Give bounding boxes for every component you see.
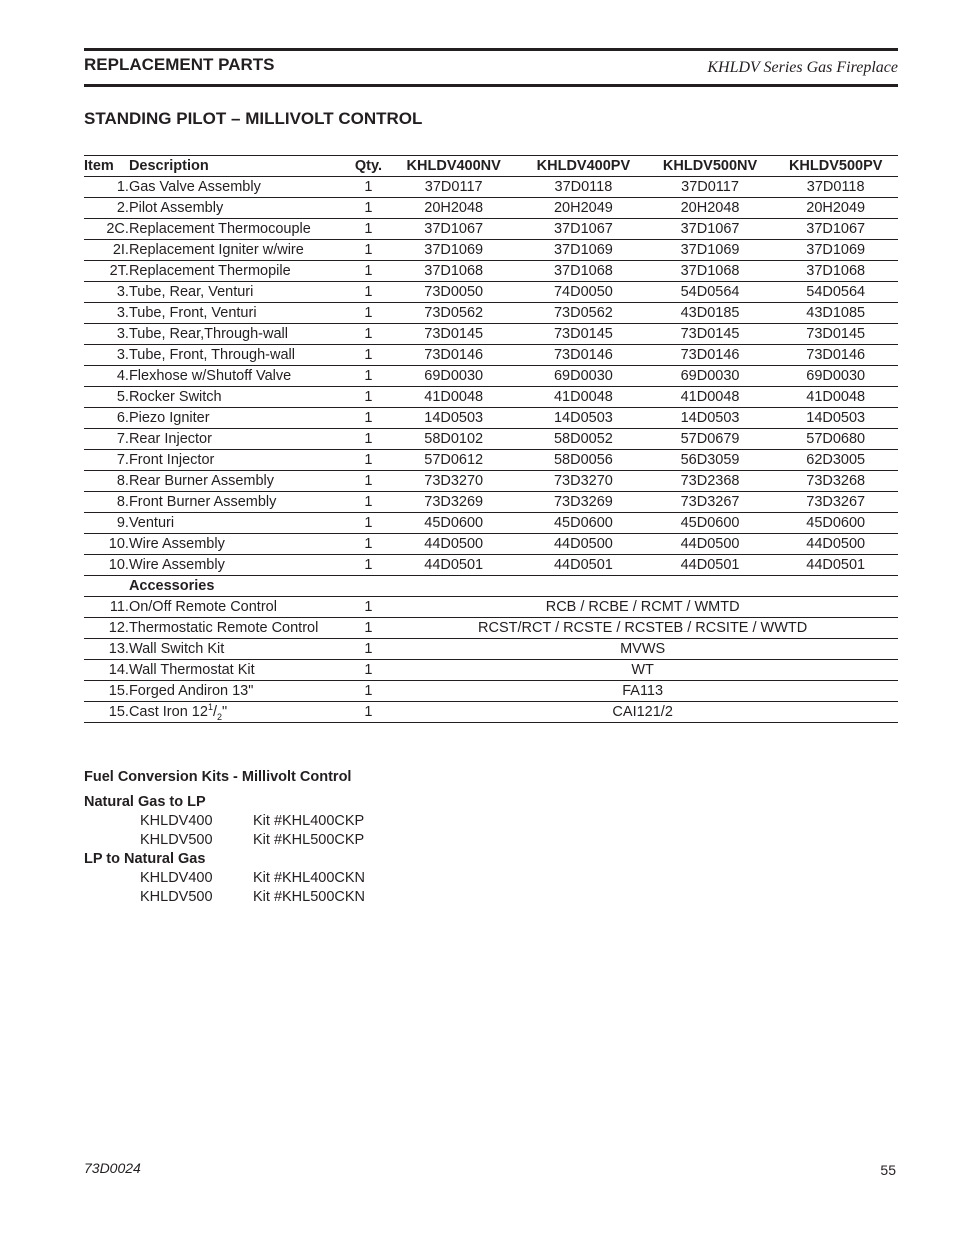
item-part-number: 58D0056: [520, 450, 647, 471]
item-number: 2T.: [84, 261, 129, 282]
item-part-number: 37D1068: [647, 261, 774, 282]
item-part-number: 73D0050: [387, 282, 520, 303]
item-number: 14.: [84, 660, 129, 681]
table-row: [84, 240, 898, 261]
item-part-number: 73D0145: [387, 324, 520, 345]
item-qty: 1: [350, 450, 388, 471]
item-description: Replacement Igniter w/wire: [129, 240, 350, 261]
table-row: [84, 219, 898, 240]
item-part-number: 73D3268: [773, 471, 898, 492]
item-number: 8.: [84, 492, 129, 513]
item-part-number: 73D0145: [647, 324, 774, 345]
item-part-number: 58D0052: [520, 429, 647, 450]
item-description: Cast Iron $12^1/_2$": [129, 702, 350, 723]
item-description: Rear Burner Assembly: [129, 471, 350, 492]
item-part-number: 73D0145: [773, 324, 898, 345]
item-number: 10.: [84, 555, 129, 576]
item-number: 8.: [84, 471, 129, 492]
item-part-number: 45D0600: [647, 513, 774, 534]
item-number: 3.: [84, 303, 129, 324]
item-number: 4.: [84, 366, 129, 387]
item-part-number: 43D0185: [647, 303, 774, 324]
item-part-number: CAI121/2: [387, 702, 898, 723]
item-description: Tube, Front, Through-wall: [129, 345, 350, 366]
item-qty: 1: [350, 219, 388, 240]
item-description: Flexhose w/Shutoff Valve: [129, 366, 350, 387]
item-part-number: 45D0600: [773, 513, 898, 534]
item-description: Gas Valve Assembly: [129, 177, 350, 198]
col-header-item: Item: [84, 156, 129, 177]
item-description: Front Injector: [129, 450, 350, 471]
item-description: Tube, Rear,Through-wall: [129, 324, 350, 345]
item-part-number: 73D3270: [520, 471, 647, 492]
item-number: 6.: [84, 408, 129, 429]
item-part-number: FA113: [387, 681, 898, 702]
table-row: [84, 303, 898, 324]
kit-model: KHLDV500: [140, 832, 213, 848]
table-header-row: [84, 156, 898, 177]
item-qty: 1: [350, 555, 388, 576]
item-part-number: 74D0050: [520, 282, 647, 303]
kit-number: Kit #KHL500CKP: [253, 832, 365, 848]
item-qty: 1: [350, 198, 388, 219]
item-part-number: MVWS: [387, 639, 898, 660]
section-label: REPLACEMENT PARTS: [84, 55, 275, 74]
item-qty: 1: [350, 366, 388, 387]
col-header-description: Description: [129, 156, 350, 177]
col-header-khldv500nv: KHLDV500NV: [647, 156, 774, 177]
item-qty: 1: [350, 282, 388, 303]
table-row: [84, 366, 898, 387]
item-description: On/Off Remote Control: [129, 597, 350, 618]
item-part-number: 14D0503: [387, 408, 520, 429]
item-qty: 1: [350, 345, 388, 366]
item-part-number: 37D1068: [520, 261, 647, 282]
item-qty: 1: [350, 177, 388, 198]
item-qty: 1: [350, 513, 388, 534]
item-number: 7.: [84, 450, 129, 471]
item-part-number: 44D0501: [520, 555, 647, 576]
item-description: Forged Andiron 13": [129, 681, 350, 702]
item-qty: 1: [350, 471, 388, 492]
item-part-number: 73D3267: [647, 492, 774, 513]
table-row: [84, 429, 898, 450]
kit-row: [84, 869, 365, 888]
item-description: Rear Injector: [129, 429, 350, 450]
item-part-number: 37D1068: [773, 261, 898, 282]
item-number: 12.: [84, 618, 129, 639]
item-part-number: 14D0503: [520, 408, 647, 429]
accessories-heading: Accessories: [129, 576, 898, 597]
item-part-number: 73D3269: [520, 492, 647, 513]
parts-table: [84, 155, 898, 723]
item-part-number: 43D1085: [773, 303, 898, 324]
page-header: [84, 52, 898, 84]
table-row: [84, 660, 898, 681]
item-description: Piezo Igniter: [129, 408, 350, 429]
item-number: 2C.: [84, 219, 129, 240]
table-row: [84, 198, 898, 219]
item-number: 13.: [84, 639, 129, 660]
item-description: Wire Assembly: [129, 555, 350, 576]
table-row: [84, 471, 898, 492]
item-part-number: 14D0503: [773, 408, 898, 429]
item-part-number: 69D0030: [520, 366, 647, 387]
item-part-number: 44D0500: [773, 534, 898, 555]
item-qty: 1: [350, 681, 388, 702]
item-part-number: 41D0048: [647, 387, 774, 408]
item-part-number: 37D1067: [773, 219, 898, 240]
table-row: [84, 681, 898, 702]
col-header-qty: Qty.: [350, 156, 388, 177]
item-part-number: 73D0562: [387, 303, 520, 324]
item-qty: 1: [350, 534, 388, 555]
kit-number: Kit #KHL500CKN: [253, 889, 366, 905]
item-part-number: 45D0600: [387, 513, 520, 534]
item-part-number: 56D3059: [647, 450, 774, 471]
item-number: 3.: [84, 282, 129, 303]
item-part-number: 41D0048: [520, 387, 647, 408]
item-part-number: 73D3269: [387, 492, 520, 513]
kit-row: [84, 888, 365, 907]
item-description: Tube, Rear, Venturi: [129, 282, 350, 303]
item-part-number: 37D0118: [520, 177, 647, 198]
header-bottom-rule: [84, 84, 898, 87]
item-part-number: 73D0146: [520, 345, 647, 366]
item-part-number: 73D0145: [520, 324, 647, 345]
item-part-number: 54D0564: [773, 282, 898, 303]
item-part-number: 37D0118: [773, 177, 898, 198]
item-part-number: WT: [387, 660, 898, 681]
item-part-number: 54D0564: [647, 282, 774, 303]
item-description: Wire Assembly: [129, 534, 350, 555]
kit-model: KHLDV400: [140, 813, 213, 829]
kits-title: Fuel Conversion Kits - Millivolt Control: [84, 769, 352, 785]
conversion-kits: [84, 769, 365, 907]
item-part-number: 37D1067: [647, 219, 774, 240]
table-row: [84, 387, 898, 408]
item-qty: 1: [350, 303, 388, 324]
item-qty: 1: [350, 240, 388, 261]
item-qty: 1: [350, 702, 388, 723]
kit-row: [84, 831, 365, 850]
item-number: 2I.: [84, 240, 129, 261]
item-part-number: 37D1067: [520, 219, 647, 240]
item-number: 7.: [84, 429, 129, 450]
item-part-number: 45D0600: [520, 513, 647, 534]
kit-group-label: Natural Gas to LP: [84, 794, 206, 810]
item-part-number: 73D2368: [647, 471, 774, 492]
kit-number: Kit #KHL400CKN: [253, 870, 366, 886]
item-part-number: RCST/RCT / RCSTE / RCSTEB / RCSITE / WWTD: [387, 618, 898, 639]
document-number: 73D0024: [84, 1160, 141, 1176]
kit-number: Kit #KHL400CKP: [253, 813, 365, 829]
item-part-number: 20H2048: [647, 198, 774, 219]
item-number: 3.: [84, 324, 129, 345]
item-number: 10.: [84, 534, 129, 555]
item-part-number: 41D0048: [387, 387, 520, 408]
item-qty: 1: [350, 597, 388, 618]
item-part-number: 20H2049: [773, 198, 898, 219]
item-part-number: 69D0030: [773, 366, 898, 387]
item-qty: 1: [350, 639, 388, 660]
item-description: Replacement Thermopile: [129, 261, 350, 282]
table-row: [84, 492, 898, 513]
item-part-number: 37D1069: [520, 240, 647, 261]
item-description: Tube, Front, Venturi: [129, 303, 350, 324]
table-row: [84, 597, 898, 618]
item-part-number: 44D0501: [647, 555, 774, 576]
table-row: [84, 282, 898, 303]
col-header-khldv500pv: KHLDV500PV: [773, 156, 898, 177]
accessories-heading-row: [84, 576, 898, 597]
item-description: Rocker Switch: [129, 387, 350, 408]
item-part-number: 57D0680: [773, 429, 898, 450]
item-number: 15.: [84, 702, 129, 723]
item-part-number: 62D3005: [773, 450, 898, 471]
item-part-number: 14D0503: [647, 408, 774, 429]
item-part-number: 58D0102: [387, 429, 520, 450]
item-part-number: 37D0117: [387, 177, 520, 198]
table-row: [84, 177, 898, 198]
item-number: 3.: [84, 345, 129, 366]
item-part-number: 44D0500: [387, 534, 520, 555]
kit-model: KHLDV500: [140, 889, 213, 905]
item-number: 5.: [84, 387, 129, 408]
item-description: Front Burner Assembly: [129, 492, 350, 513]
page-subtitle: STANDING PILOT – MILLIVOLT CONTROL: [84, 109, 423, 128]
table-row: [84, 408, 898, 429]
table-row: [84, 702, 898, 723]
item-part-number: 44D0500: [647, 534, 774, 555]
table-row: [84, 450, 898, 471]
item-number: 9.: [84, 513, 129, 534]
table-row: [84, 513, 898, 534]
parts-table-body: [84, 177, 898, 723]
item-part-number: 44D0501: [387, 555, 520, 576]
item-qty: 1: [350, 387, 388, 408]
item-number: 1.: [84, 177, 129, 198]
item-number: 11.: [84, 597, 129, 618]
item-part-number: 57D0679: [647, 429, 774, 450]
item-part-number: 73D3267: [773, 492, 898, 513]
item-part-number: 73D3270: [387, 471, 520, 492]
item-description: Pilot Assembly: [129, 198, 350, 219]
item-part-number: 37D1067: [387, 219, 520, 240]
item-part-number: 37D1069: [773, 240, 898, 261]
kit-row: [84, 812, 365, 831]
item-qty: 1: [350, 429, 388, 450]
col-header-khldv400nv: KHLDV400NV: [387, 156, 520, 177]
item-description: Replacement Thermocouple: [129, 219, 350, 240]
item-description: Wall Thermostat Kit: [129, 660, 350, 681]
kit-group-label: LP to Natural Gas: [84, 851, 206, 867]
item-number: 2.: [84, 198, 129, 219]
table-row: [84, 324, 898, 345]
table-row: [84, 639, 898, 660]
item-number: 15.: [84, 681, 129, 702]
table-row: [84, 345, 898, 366]
item-part-number: 37D1069: [387, 240, 520, 261]
item-part-number: 44D0501: [773, 555, 898, 576]
item-part-number: 37D1068: [387, 261, 520, 282]
item-part-number: 69D0030: [387, 366, 520, 387]
item-part-number: 73D0146: [773, 345, 898, 366]
item-part-number: 69D0030: [647, 366, 774, 387]
kit-model: KHLDV400: [140, 870, 213, 886]
item-description: Thermostatic Remote Control: [129, 618, 350, 639]
item-part-number: 20H2048: [387, 198, 520, 219]
table-row: [84, 618, 898, 639]
item-part-number: 44D0500: [520, 534, 647, 555]
series-title: KHLDV Series Gas Fireplace: [707, 59, 898, 76]
table-row: [84, 534, 898, 555]
table-row: [84, 261, 898, 282]
item-part-number: 20H2049: [520, 198, 647, 219]
table-row: [84, 555, 898, 576]
item-part-number: 37D1069: [647, 240, 774, 261]
item-qty: 1: [350, 408, 388, 429]
item-part-number: RCB / RCBE / RCMT / WMTD: [387, 597, 898, 618]
item-qty: 1: [350, 324, 388, 345]
header-top-rule: [84, 48, 898, 51]
item-part-number: 73D0146: [647, 345, 774, 366]
item-part-number: 37D0117: [647, 177, 774, 198]
item-qty: 1: [350, 492, 388, 513]
item-description: Wall Switch Kit: [129, 639, 350, 660]
item-qty: 1: [350, 261, 388, 282]
item-qty: 1: [350, 618, 388, 639]
page-number: 55: [880, 1162, 896, 1178]
item-part-number: 57D0612: [387, 450, 520, 471]
item-qty: 1: [350, 660, 388, 681]
col-header-khldv400pv: KHLDV400PV: [520, 156, 647, 177]
item-description: Venturi: [129, 513, 350, 534]
item-part-number: 41D0048: [773, 387, 898, 408]
item-part-number: 73D0146: [387, 345, 520, 366]
item-part-number: 73D0562: [520, 303, 647, 324]
